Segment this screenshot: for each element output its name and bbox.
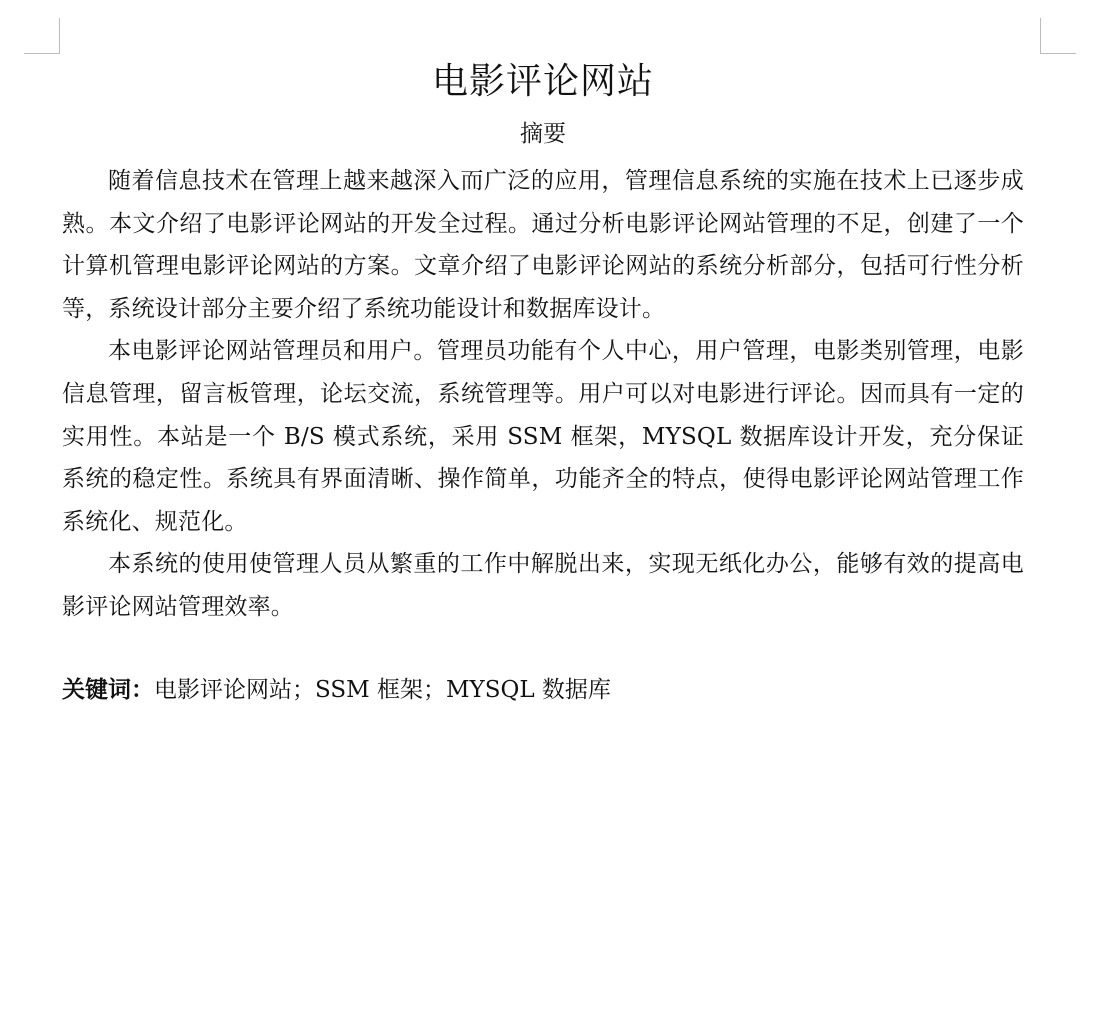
keywords-text: 电影评论网站；SSM 框架；MYSQL 数据库 <box>154 676 611 703</box>
abstract-paragraph-3: 本系统的使用使管理人员从繁重的工作中解脱出来，实现无纸化办公，能够有效的提高电影评论网站管理效率。 <box>62 551 1024 620</box>
top-right-crop-mark <box>1040 18 1076 54</box>
document-page <box>62 56 1024 711</box>
top-left-crop-mark <box>24 18 60 54</box>
abstract-paragraph-2: 本电影评论网站管理员和用户。管理员功能有个人中心，用户管理，电影类别管理，电影信息管理，留言板管理，论坛交流，系统管理等。用户可以对电影进行评论。因而具有一定的实用性。本站是一个 B/S 模式系统，采用 SSM 框架，MYSQL 数据库设计开发，充分保证系统的稳定性。系统具有界面清晰、操作简单，功能齐全的特点，使得电影评论网站管理工作系统化、规范化。 <box>62 338 1024 535</box>
keywords-label: 关键词： <box>62 676 154 703</box>
keywords-line <box>62 669 1024 711</box>
abstract-paragraph-1: 随着信息技术在管理上越来越深入而广泛的应用，管理信息系统的实施在技术上已逐步成熟。本文介绍了电影评论网站的开发全过程。通过分析电影评论网站管理的不足，创建了一个计算机管理电影评论网站的方案。文章介绍了电影评论网站的系统分析部分，包括可行性分析等，系统设计部分主要介绍了系统功能设计和数据库设计。 <box>62 168 1024 322</box>
abstract-heading: 摘要 <box>520 121 566 147</box>
document-title: 电影评论网站 <box>431 61 654 102</box>
abstract-body <box>62 160 1024 629</box>
